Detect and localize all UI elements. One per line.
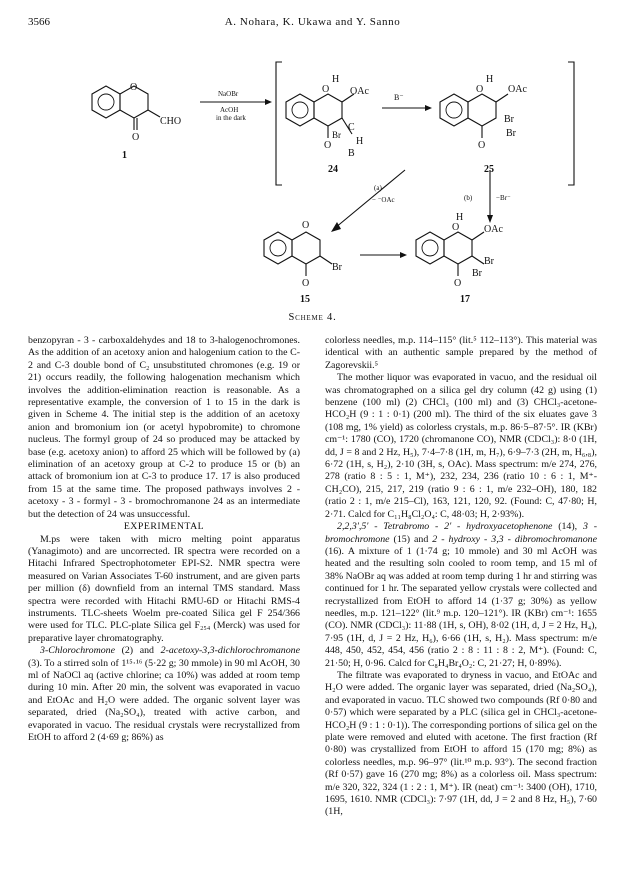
reagent-bottom-2: in the dark <box>216 114 246 122</box>
compound-24-label: 24 <box>328 164 338 175</box>
br-label-25a: Br <box>504 114 514 125</box>
carbonyl-o-17: O <box>454 278 462 289</box>
page-number: 3566 <box>28 16 50 28</box>
carbonyl-o-1: O <box>132 132 140 143</box>
path-a-label: (a) <box>374 184 382 192</box>
reaction-scheme <box>60 50 580 305</box>
br-label-17a: Br <box>484 256 494 267</box>
text-span: (16). A mixture of 1 (1·74 g; 10 mmole) and 30 ml AcOH was heated and the resulting soln cooled to room temp, and 15 ml of 38% NaOBr aq was added at room temp during 1 hr and stirring was continued for 1 hr. The separated yellow crystals were collected and recrystallized from EtOH to afford 14 (1·37 g; 30%) as yellow needles, m.p. 121–122° (lit.⁹ m.p. 120–121°). IR (KBr) cm⁻¹: 1655 (CO). NMR (CDCl₃): 11·88 (1H, s, OH), 8·02 (1H, d, J = 2 Hz, H₄), 7·95 (1H, d, J = 2 Hz, H₆), 6·66 (1H, s, H₂). Mass spectrum: m/e 448, 450, 452, 454, 456 (ratio 2 : 8 : 11 : 8 : 2, M⁺). (Found: C, 21·50; H, 0·96. Calcd for C₈H₄Br₄O₂: C, 21·27; H, 0·89%). <box>325 545 597 669</box>
paragraph <box>325 521 597 670</box>
paragraph: colorless needles, m.p. 114–115° (lit.⁵ 112–113°). This material was identical with an authentic sample prepared by the method of Zagorevskii.⁵ <box>325 335 597 371</box>
bminus-label: B⁻ <box>394 93 404 102</box>
cho-label: CHO <box>160 116 182 127</box>
h-label-17: H <box>456 212 464 223</box>
text-span: (14), <box>552 521 583 533</box>
right-column <box>325 335 597 819</box>
running-header <box>28 16 597 30</box>
br-label-15: Br <box>332 262 342 273</box>
carbonyl-o-25: O <box>478 140 486 151</box>
ring-o-25: O <box>476 84 484 95</box>
carbonyl-o-24: O <box>324 140 332 151</box>
paragraph: benzopyran - 3 - carboxaldehydes and 18 to 3-halogenochromones. As the addition of an acetoxy anion and halogenium cation to the C-2 and C-3 double bond of C₂ unsubstituted chromones (e.g. 19 or 21) occurs readily, the following halogenation mechanism which involves the addition-elimination reaction is reasonable. As a representative example, the conversion of 1 to 15 in the dark is given in Scheme 4. The initial step is the addition of an acetoxy anion and bromonium ion (or acetyl hypobromite) to chromone nucleus. The formyl group of 24 so produced may be attacked by base (e.g. acetoxy anion) to afford 25 which will be followed by (a) elimination of an acetoxy group at C-2 to produce 15 or (b) an attack of bromonium ion at C-3 to produce 17. 17 is also produced from 15 at the same time. The proposed pathways involves 2 - acetoxy - 3 - formyl - 3 - bromochromanone 24 as an intermediate but the detection of 24 was unsuccessful. <box>28 335 300 520</box>
h-label-25: H <box>486 74 494 85</box>
compound-title: 2-acetoxy-3,3-dichlorochromanone <box>160 645 300 657</box>
compound-title: 3 - bromochromone <box>325 521 597 545</box>
compound-title: 2 - hydroxy - 3,3 - dibromochromanone <box>432 533 597 545</box>
compound-17-label: 17 <box>460 294 470 305</box>
compound-title: 3-Chlorochromone <box>40 645 115 657</box>
left-column <box>28 335 300 744</box>
minus-br-label: −Br⁻ <box>496 194 511 202</box>
minus-oac-label: − ⁻OAc <box>372 196 395 204</box>
carbonyl-o-15: O <box>302 278 310 289</box>
reagent-top: NaOBr <box>218 90 239 98</box>
oac-label-17: OAc <box>484 224 503 235</box>
paragraph <box>28 645 300 744</box>
text-span: (15) and <box>389 533 433 545</box>
scheme-caption: Scheme 4. <box>288 312 337 323</box>
compound-title: 2,2,3',5' - Tetrabromo - 2' - hydroxyacetophenone <box>337 521 553 533</box>
text-span: (2) and <box>114 645 161 657</box>
ring-o-24: O <box>322 84 330 95</box>
oac-label-24: OAc <box>350 86 369 97</box>
c-label-24: C <box>348 122 355 133</box>
section-heading: EXPERIMENTAL <box>123 521 205 533</box>
h-label-24: H <box>332 74 340 85</box>
br-label-25b: Br <box>506 128 516 139</box>
br-label-17b: Br <box>472 268 482 279</box>
paragraph: The mother liquor was evaporated in vacuo, and the residual oil was chromatographed on a silica gel dry column (42 g) using (1) benzene (100 ml) (2) CHCl₃ (100 ml) and (3) CHCl₃-acetone-HCO₂H (9 : 1 : 0·1) (200 ml). The third of the six eluates gave 3 (108 mg, 1% yield) as colorless crystals, m.p. 86·5–87·5°. IR (KBr) cm⁻¹: 1780 (CO), 1720 (chromanone CO), NMR (CDCl₃): 8·0 (1H, dd, J = 8 and 2 Hz, H₅), 7·4–7·8 (1H, m, H₇), 6·9–7·3 (2H, m, H₆,₈), 6·72 (1H, s, H₂), 2·10 (3H, s, OAc). Mass spectrum: m/e 274, 276, 278 (ratio 8 : 5 : 1, M⁺), 232, 234, 236 (ratio 10 : 6 : 1, M⁺-CH₂CO), 215, 217, 219 (ratio 9 : 6 : 1, m/e 232–OH), 180, 182 (ratio 2 : 1, m/e 215–Cl), 163, 121, 120, 92. (Found: C, 47·80; H, 2·71. Calcd for C₁₁H₈Cl₂O₄: C, 48·03; H, 2·93%). <box>325 372 597 520</box>
ring-o-15: O <box>302 220 310 231</box>
ring-o-17: O <box>452 222 460 233</box>
path-b-label: (b) <box>464 194 473 202</box>
text-span: (3). To a stirred soln of 1¹⁵·¹⁶ (5·22 g; 30 mmole) in 90 ml AcOH, 30 ml of NaOCl aq (active chlorine; ca 10%) was added at room temp during 10 min. After 20 min, the solvent was evaporated in vacuo and EtOAc and H₂O were added. The organic solvent layer was separated, dried (Na₂SO₄), treated with active carbon, and evaporated in vacuo. The residual crystals were recrystallized from EtOH to afford 2 (4·69 g; 86%) as <box>28 657 300 743</box>
h2-label-24: H <box>356 136 364 147</box>
ring-o-1: O <box>130 82 138 93</box>
br-label-24: Br <box>332 130 341 140</box>
compound-15-label: 15 <box>300 294 310 305</box>
paragraph: The filtrate was evaporated to dryness in vacuo, and EtOAc and H₂O were added. The organic layer was separated, dried (Na₂SO₄), and evaporated in vacuo. TLC showed two compounds (Rf 0·80 and 0·57) which were separated by a PLC (silica gel in CHCl₃-acetone-HCO₂H (9 : 1 : 0·1)). The corresponding portions of silica gel on the plate were removed and eluted with acetone. The first fraction (Rf 0·80) was crystallized from EtOH to afford 15 (170 mg; 8%) as colorless needles, m.p. 96–97° (lit.¹⁰ m.p. 93°). The second fraction (Rf 0·57) gave 16 (270 mg; 8%) as a colorless oil. Mass spectrum: m/e 320, 322, 324 (1 : 2 : 1, M⁺). IR (neat) cm⁻¹: 3400 (OH), 1710, 1695, 1610. NMR (CDCl₃): 7·97 (1H, dd, J = 2 and 8 Hz, H₅), 7·60 (1H, <box>325 669 597 818</box>
running-authors: A. Nohara, K. Ukawa and Y. Sanno <box>224 16 401 28</box>
base-label-24: B <box>348 148 355 159</box>
paragraph: M.ps were taken with micro melting point apparatus (Yanagimoto) and are uncorrected. IR spectra were recorded on a Hitachi Infrared Spectrophotometer EPI-S2. NMR spectra were measured on Varian Associates T-60 instrument, and are given parts per million (δ) downfield from an internal TMS standard. Mass spectra were recorded with Hitachi RMU-6D or Hitachi RMS-4 instruments. TLC-sheets Woelm pre-coated Silica gel F 254/366 were used for TLC. PLC-plate Silica gel F₂₅₄ (Merck) was used for preparative layer chromatography. <box>28 533 300 644</box>
compound-25-label: 25 <box>484 164 494 175</box>
oac-label-25: OAc <box>508 84 527 95</box>
reagent-bottom-1: AcOH <box>220 106 239 114</box>
compound-1-label: 1 <box>122 150 127 161</box>
